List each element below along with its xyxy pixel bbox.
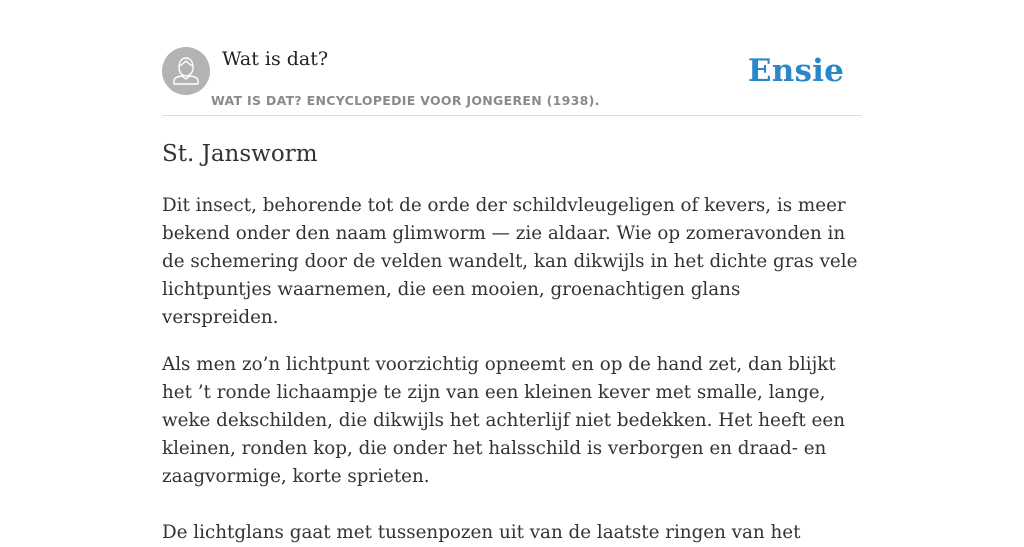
- article-paragraph: De lichtglans gaat met tussenpozen uit van de laatste ringen van het: [162, 522, 801, 543]
- user-icon[interactable]: [162, 47, 210, 95]
- source-header: [162, 47, 862, 116]
- source-subtitle[interactable]: WAT IS DAT? ENCYCLOPEDIE VOOR JONGEREN (1938).: [211, 93, 600, 108]
- article-paragraph: Als men zo’n lichtpunt voorzichtig opneemt en op de hand zet, dan blijkt het ’t ronde lichaampje te zijn van een kleinen kever met smalle, lange, weke dekschilden, die dikwijls het achterlijf niet bedekken. Het heeft een kleinen, ronden kop, die onder het halsschild is verborgen en draad- en zaagvormige, korte sprieten.: [162, 354, 845, 487]
- ensie-logo[interactable]: Ensie: [747, 53, 844, 89]
- source-title[interactable]: Wat is dat?: [222, 48, 329, 70]
- article: [162, 138, 862, 547]
- article-title: St. Jansworm: [162, 141, 318, 167]
- article-paragraph: Dit insect, behorende tot de orde der schildvleugeligen of kevers, is meer bekend onder den naam glimworm — zie aldaar. Wie op zomeravonden in de schemering door de velden wandelt, kan dikwijls in het dichte gras vele lichtpuntjes waarnemen, die een mooien, groenachtigen glans verspreiden.: [162, 195, 858, 328]
